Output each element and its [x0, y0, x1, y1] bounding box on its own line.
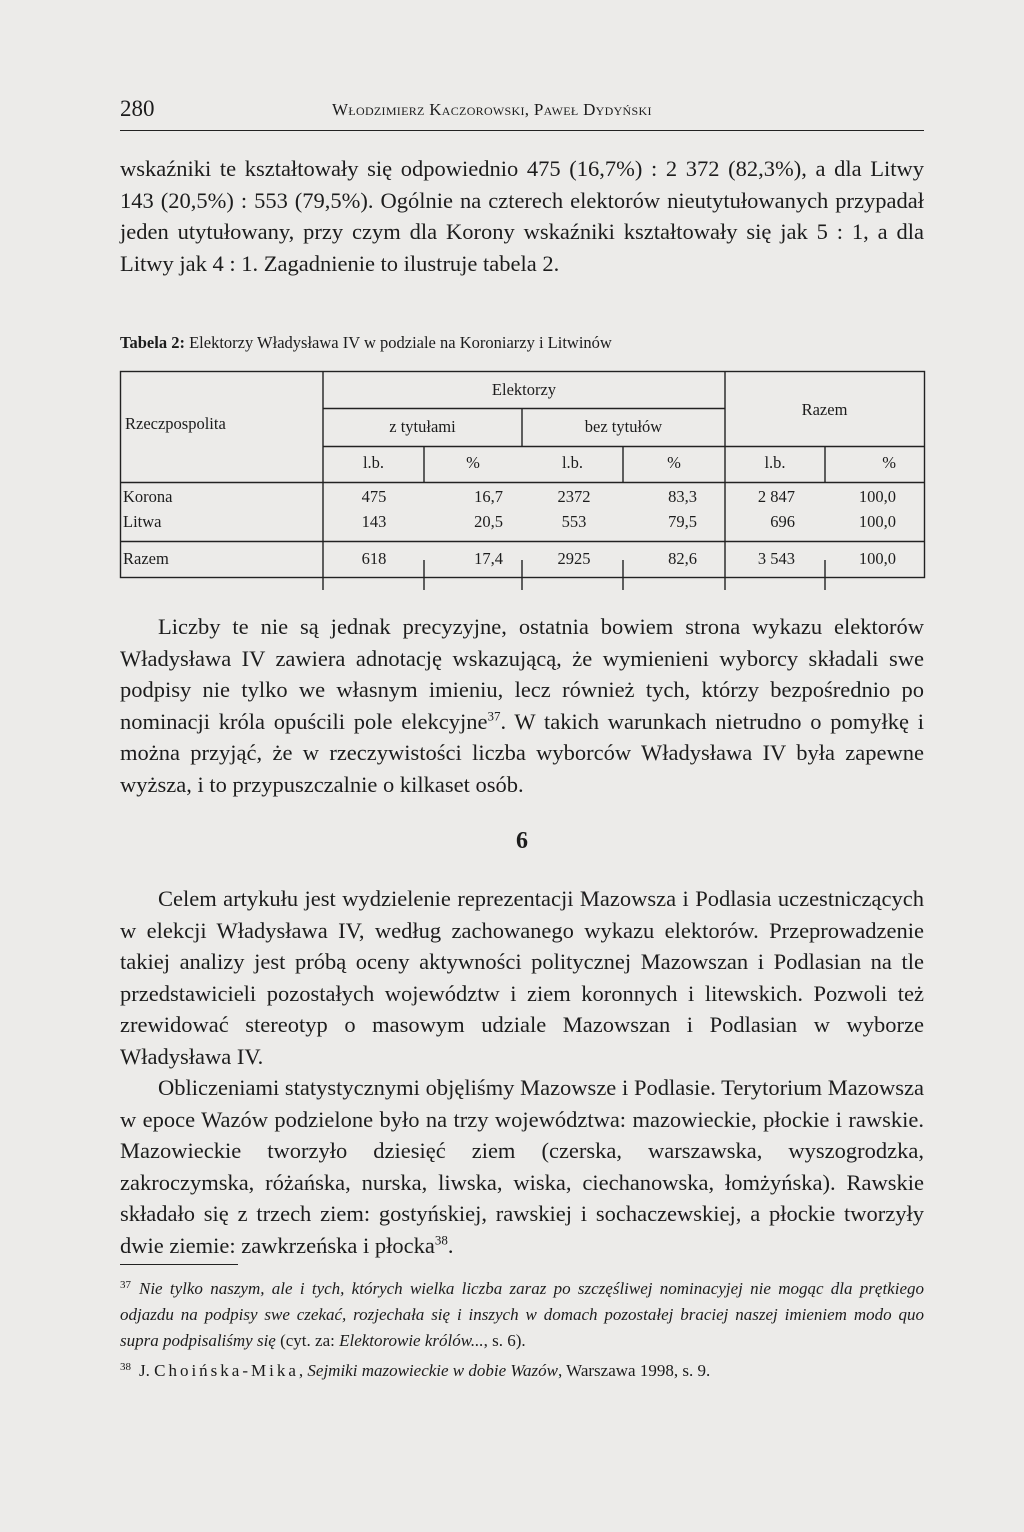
cell-z-pct: 20,5	[474, 512, 503, 531]
paragraph-2-text-after: . W takich warunkach nietrudno o pomyłkę i można przyjąć, że w rzeczywistości liczba wyborców Władysława IV była zapewne wyższa, i to przypuszczalnie o kilkaset osób.	[120, 708, 924, 797]
footnote-text: ,	[298, 1361, 308, 1380]
paragraph-3	[120, 883, 924, 1072]
footnote-text: , Warszawa 1998, s. 9.	[557, 1361, 711, 1380]
footnote-source-title: Elektorowie królów...	[339, 1331, 484, 1350]
footnote-ref-38[interactable]: 38	[434, 1232, 448, 1247]
total-z-lb: 618	[361, 549, 387, 568]
header-razem: Razem	[801, 400, 848, 419]
total-label: Razem	[123, 549, 169, 568]
subheader-lb: l.b.	[561, 453, 584, 472]
cell-bez-pct: 83,3	[668, 487, 697, 506]
footnote-author: Choińska-Mika	[154, 1361, 299, 1380]
cell-z-lb: 143	[361, 512, 387, 531]
footnote-text: , s. 6).	[483, 1331, 526, 1350]
footnotes	[120, 1272, 924, 1384]
total-razem-pct: 100,0	[858, 549, 896, 568]
footnote-quote: Nie tylko naszym, ale i tych, których wielka liczba zaraz po szczęśliwej nominacyjej nie mogąc dla prętkiego odjazdu na podpisy swe czekać, rozjechała się i inszych w domach pozostałej braciej naszej imieniem modo quo supra podpisaliśmy się	[120, 1279, 924, 1350]
subheader-pct: %	[466, 453, 480, 472]
paragraph-2-body	[120, 611, 924, 800]
cell-razem-pct: 100,0	[858, 512, 896, 531]
header-bez-tytulow: bez tytułów	[584, 417, 663, 436]
cell-bez-lb: 2372	[557, 487, 591, 506]
subheader-pct: %	[667, 453, 681, 472]
total-bez-lb: 2925	[557, 549, 591, 568]
paragraph-2-text: Liczby te nie są jednak precyzyjne, ostatnia bowiem strona wykazu elektorów Władysława IV zawiera adnotację wskazującą, że wymienieni wyborcy składali swe podpisy nie tylko we własnym imieniu, lecz również tych, którzy bezpośrednio po nominacji króla opuścili pole elekcyjne	[120, 614, 924, 734]
paragraph-2	[120, 611, 924, 800]
cell-bez-lb: 553	[561, 512, 587, 531]
footnote-rule	[120, 1264, 238, 1265]
subheader-lb: l.b.	[764, 453, 786, 472]
table-caption-label: Tabela 2:	[120, 333, 185, 352]
table-total-row	[120, 549, 924, 569]
table-caption-text: Elektorzy Władysława IV w podziale na Koroniarzy i Litwinów	[189, 333, 612, 352]
paragraph-4	[120, 1072, 924, 1261]
total-z-pct: 17,4	[474, 549, 503, 568]
paragraph-4-text-after: .	[447, 1232, 454, 1258]
running-head: Włodzimierz Kaczorowski, Paweł Dydyński	[332, 100, 652, 119]
paragraph-4-text: Obliczeniami statystycznymi objęliśmy Mazowsze i Podlasie. Terytorium Mazowsza w epoce Wazów podzielone było na trzy województwa: mazowieckie, płockie i rawskie. Mazowieckie tworzyło dziesięć ziem (czerska, warszawska, wyszogrodzka, zakroczymska, różańska, nurska, liwska, wiska, ciechanowska, łomżyńska). Rawskie składało się z trzech ziem: gostyńskiej, rawskiej i sochaczewskiej, a płockie tworzyły dwie ziemie: zawkrzeńska i płocka	[120, 1075, 924, 1258]
cell-z-lb: 475	[361, 487, 387, 506]
cell-z-pct: 16,7	[474, 487, 503, 506]
total-razem-lb: 3 543	[757, 549, 795, 568]
paragraph-1-text: wskaźniki te kształtowały się odpowiednio 475 (16,7%) : 2 372 (82,3%), a dla Litwy 143 (20,5%) : 553 (79,5%). Ogólnie na czterech elektorów nieutytułowanych przypadał jeden utytułowany, przy czym dla Korony wskaźniki kształtowały się jak 5 : 1, a dla Litwy jak 4 : 1. Zagadnienie to ilustruje tabela 2.	[120, 156, 924, 276]
table-row	[120, 512, 924, 537]
subheader-lb: l.b.	[362, 453, 385, 472]
row-label: Litwa	[123, 512, 162, 531]
cell-razem-lb: 696	[770, 512, 795, 531]
footnote-author-initial: J.	[139, 1361, 155, 1380]
cell-razem-pct: 100,0	[858, 487, 896, 506]
footnote-book-title: Sejmiki mazowieckie w dobie Wazów	[307, 1361, 558, 1380]
cell-razem-lb: 2 847	[757, 487, 795, 506]
footnote-ref-37[interactable]: 37	[487, 708, 501, 723]
header-elektorzy: Elektorzy	[491, 380, 557, 399]
footnote-number: 38	[120, 1361, 131, 1373]
section-number: 6	[516, 828, 528, 854]
row-label: Korona	[123, 487, 173, 506]
footnote-text: (cyt. za:	[275, 1331, 340, 1350]
footnote-37	[120, 1272, 924, 1354]
paragraph-3-text: Celem artykułu jest wydzielenie reprezentacji Mazowsza i Podlasia uczestniczących w elekcji Władysława IV, według zachowanego wykazu elektorów. Przeprowadzenie takiej analizy jest próbą oceny aktywności politycznej Mazowszan i Podlasian na tle przedstawicieli pozostałych województw i ziem koronnych i litewskich. Pozwoli też zrewidować stereotyp o masowym udziale Mazowszan i Podlasian w wyborze Władysława IV.	[120, 886, 924, 1069]
header-z-tytulami: z tytułami	[389, 417, 456, 436]
paragraph-4-body	[120, 1072, 924, 1261]
subheader-pct: %	[882, 453, 896, 472]
footnote-38	[120, 1354, 924, 1384]
page-number: 280	[120, 96, 155, 121]
table-row	[120, 487, 924, 512]
table-body	[120, 487, 924, 537]
cell-bez-pct: 79,5	[668, 512, 697, 531]
footnote-number: 37	[120, 1279, 131, 1291]
total-bez-pct: 82,6	[668, 549, 697, 568]
header-rzeczpospolita: Rzeczpospolita	[125, 414, 226, 433]
